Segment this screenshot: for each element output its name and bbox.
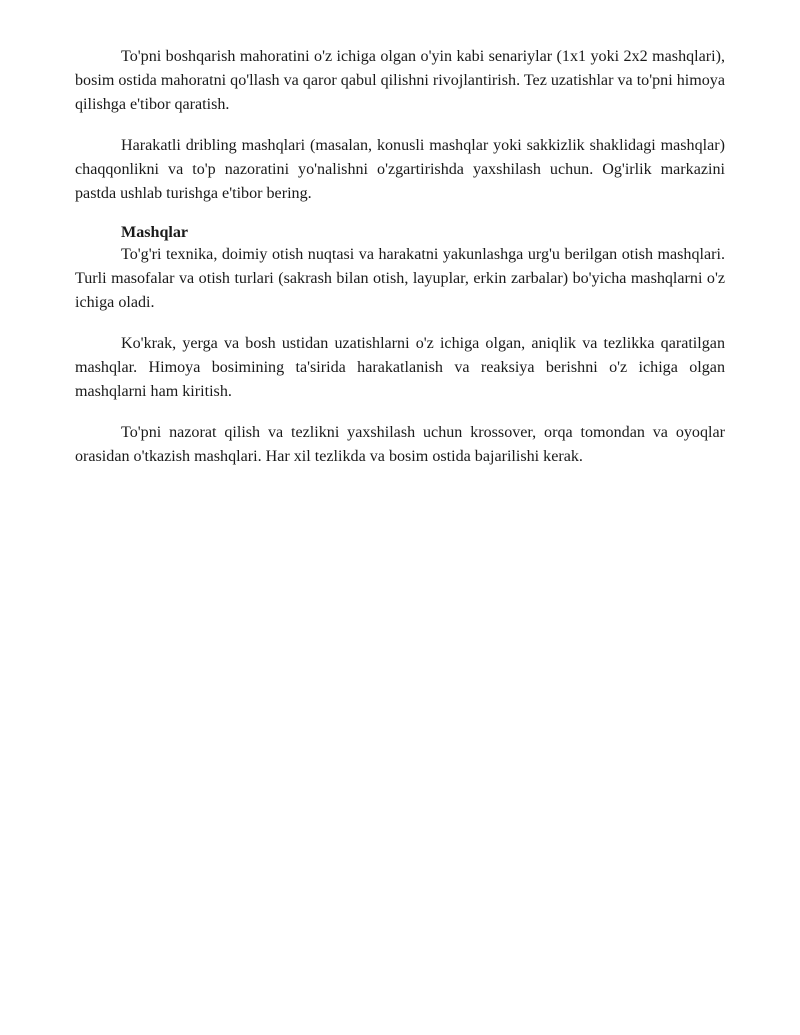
paragraph-game-scenarios: To'pni boshqarish mahoratini o'z ichiga olgan o'yin kabi senariylar (1x1 yoki 2x2 mashqlari), bosim ostida mahoratni qo'llash va qaror qabul qilishni rivojlantirish. Tez uzatishlar va to'pni himoya qilishga e'tibor qaratish.	[75, 48, 725, 113]
section-heading-mashqlar: Mashqlar	[121, 224, 189, 241]
paragraph-ball-handling-drills: To'pni nazorat qilish va tezlikni yaxshilash uchun krossover, orqa tomondan va oyoqlar orasidan o'tkazish mashqlari. Har xil tezlikda va bosim ostida bajarilishi kerak.	[75, 424, 725, 465]
document-page	[75, 45, 725, 486]
paragraph-passing-drills: Ko'krak, yerga va bosh ustidan uzatishlarni o'z ichiga olgan, aniqlik va tezlikka qaratilgan mashqlar. Himoya bosimining ta'sirida harakatlanish va reaksiya berishni o'z ichiga olgan mashqlarni ham kiritish.	[75, 335, 725, 400]
paragraph-dribbling-drills: Harakatli dribling mashqlari (masalan, konusli mashqlar yoki sakkizlik shaklidagi mashqlar) chaqqonlikni va to'p nazoratini yo'nalishni o'zgartirishda yaxshilash uchun. Og'irlik markazini pastda ushlab turishga e'tibor bering.	[75, 137, 725, 202]
paragraph-shooting-drills: To'g'ri texnika, doimiy otish nuqtasi va harakatni yakunlashga urg'u berilgan otish mashqlari. Turli masofalar va otish turlari (sakrash bilan otish, layuplar, erkin zarbalar) bo'yicha mashqlarni o'z ichiga oladi.	[75, 246, 725, 311]
